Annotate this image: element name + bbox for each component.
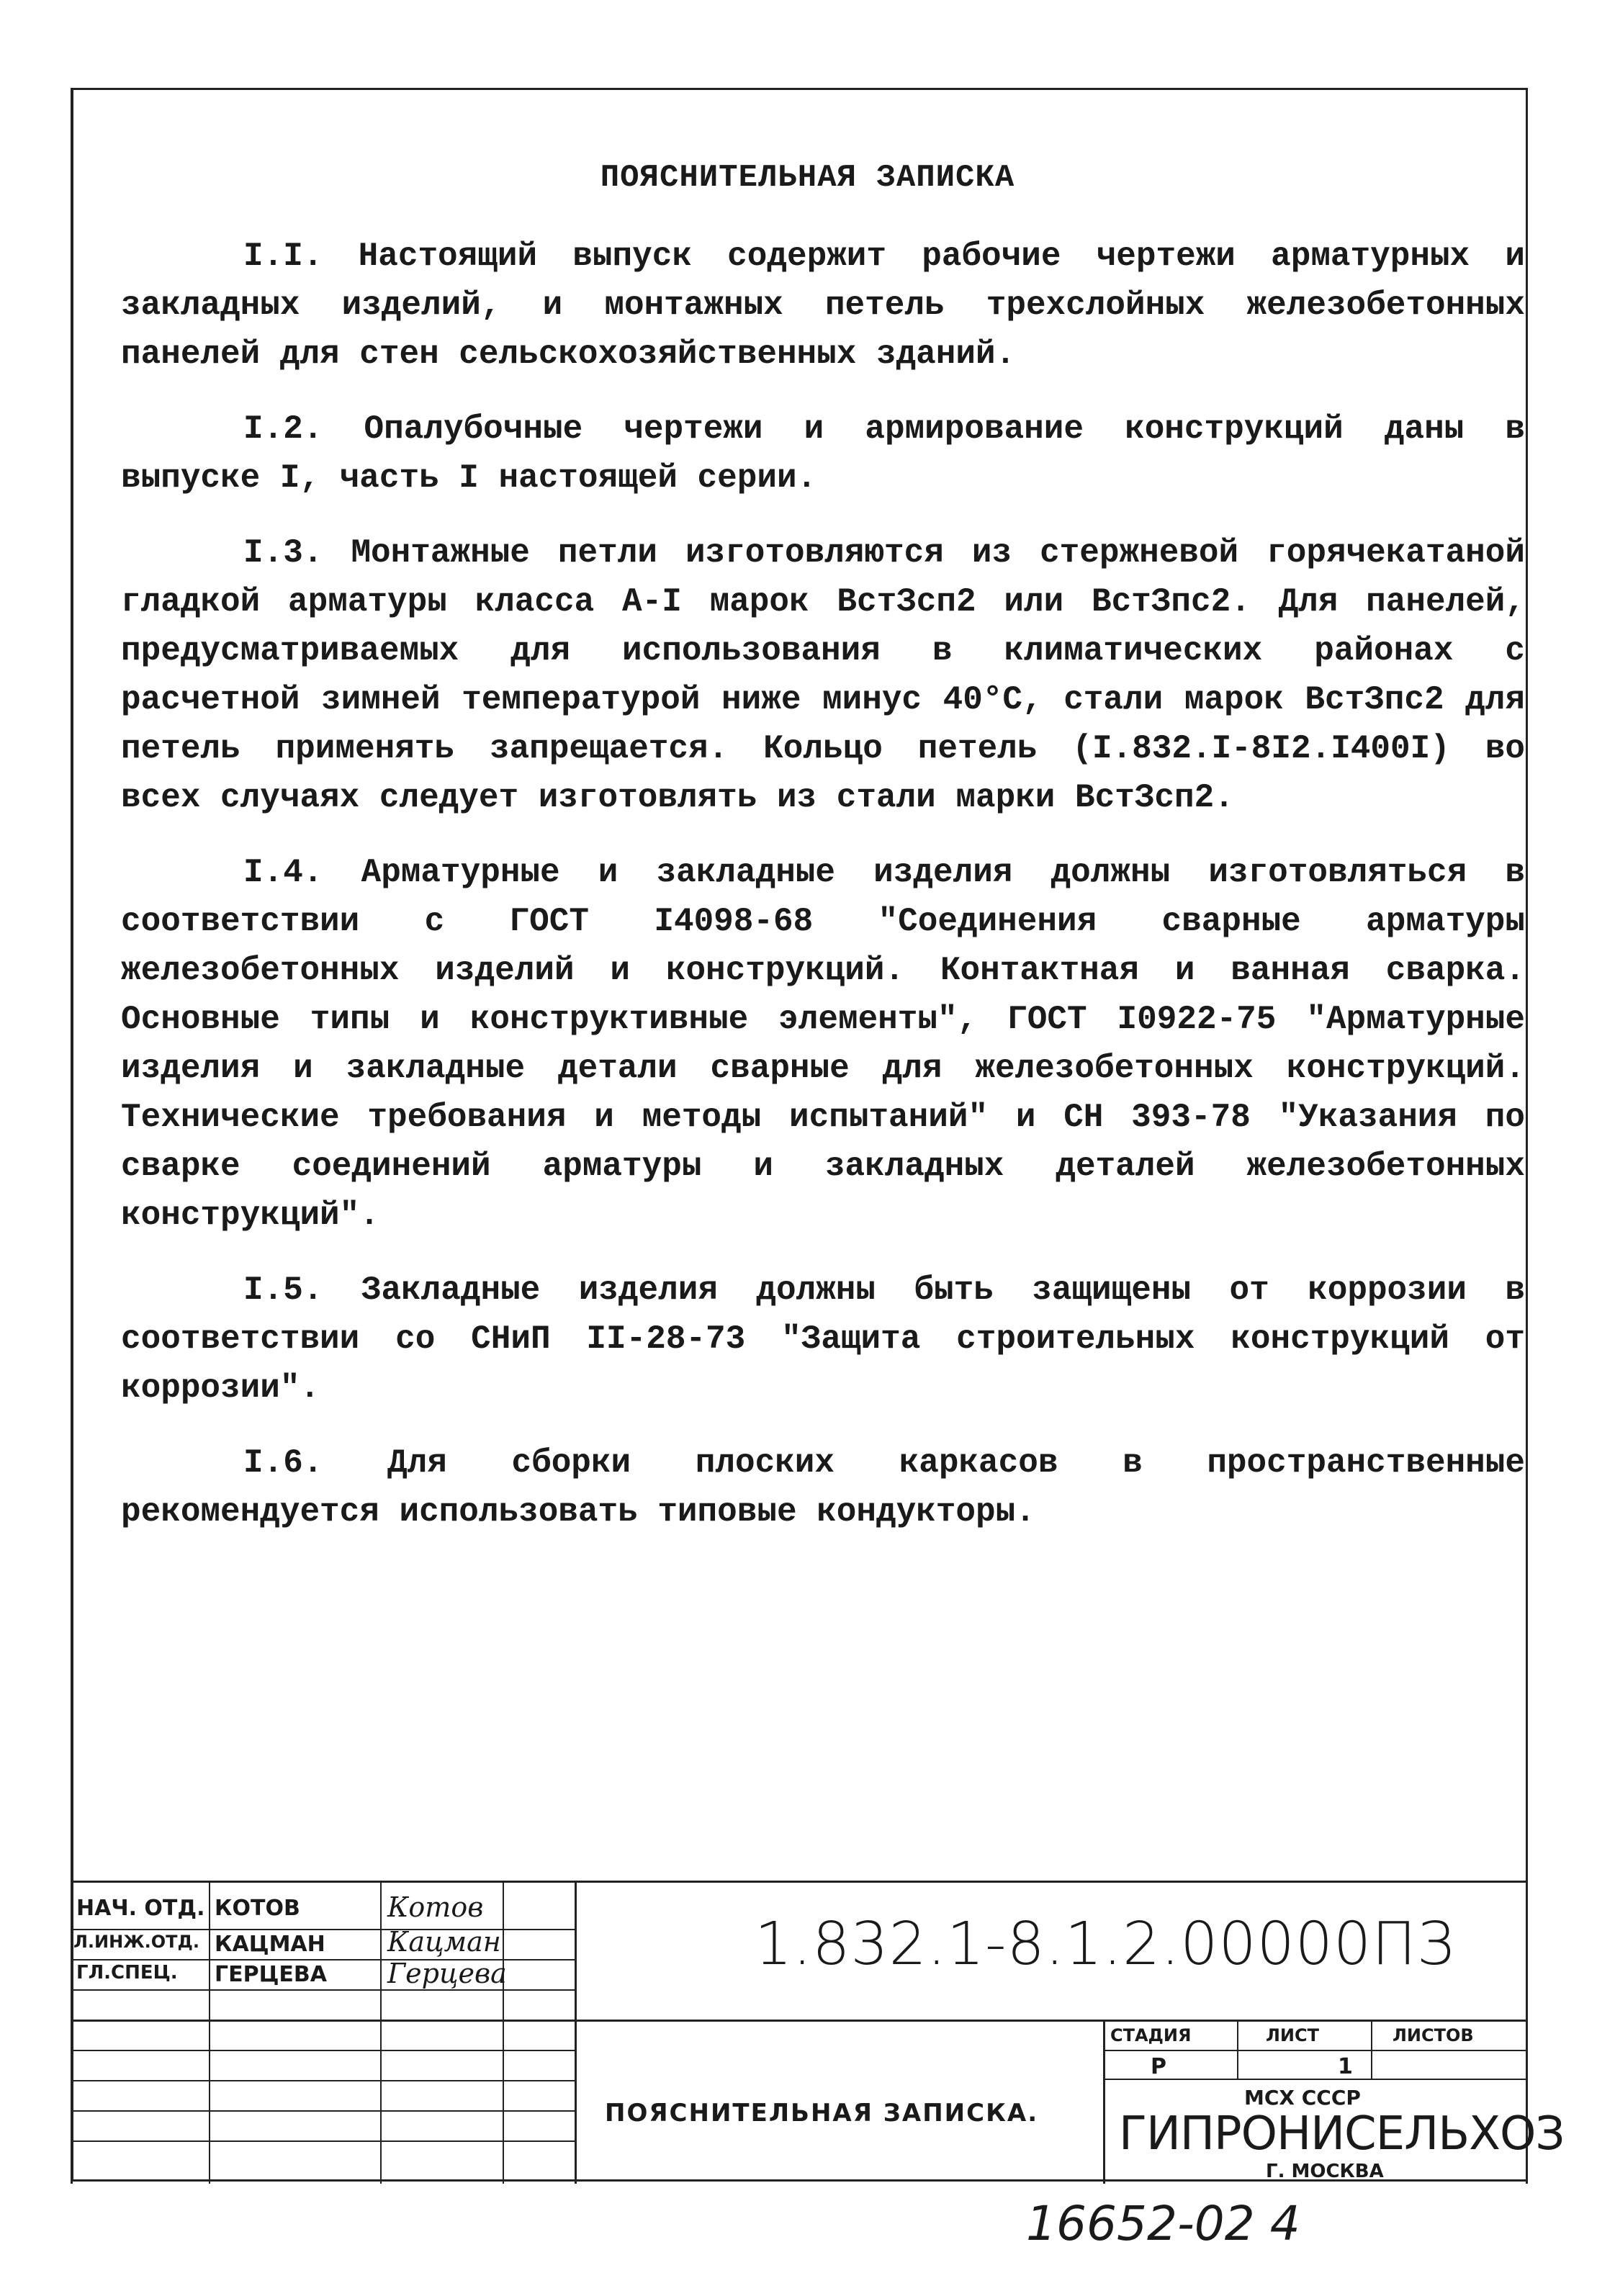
- name-3: ГЕРЦЕВА: [215, 1962, 328, 1987]
- name-2: КАЦМАН: [215, 1932, 325, 1957]
- grid-line: [1103, 2079, 1528, 2080]
- grid-line: [71, 1989, 575, 1991]
- grid-line: [1237, 2020, 1238, 2080]
- signature-3: Герцева: [387, 1958, 507, 1989]
- paragraph-1-4: I.4. Арматурные и закладные изделия должны изготовляться в соответствии с ГОСТ I4098-68 "Соединения сварные арматуры железобетонных изделий и конструкций. Контактная и ванная сварка. Основные типы и конструктивные элементы", ГОСТ I0922-75 "Арматурные изделия и закладные детали сварные для железобетонных конструкций. Технические требования и методы испытаний" и СН 393-78 "Указания по сварке соединений арматуры и закладных деталей железобетонных конструкций".: [121, 854, 1525, 1234]
- paragraph-1-1: I.I. Настоящий выпуск содержит рабочие чертежи арматурных и закладных изделий, и монтажных петель трехслойных железобетонных панелей для стен сельскохозяйственных зданий.: [121, 238, 1525, 373]
- org-city: Г. МОСКВА: [1266, 2161, 1384, 2182]
- page-title: ПОЯСНИТЕЛЬНАЯ ЗАПИСКА: [600, 160, 1015, 196]
- org-name: ГИПРОНИСЕЛЬХОЗ: [1119, 2107, 1565, 2161]
- grid-line: [71, 2050, 575, 2051]
- grid-line: [71, 2020, 1528, 2022]
- role-2: Л.ИНЖ.ОТД.: [73, 1932, 199, 1952]
- name-1: КОТОВ: [215, 1896, 300, 1921]
- sheet-title: ПОЯСНИТЕЛЬНАЯ ЗАПИСКА.: [605, 2099, 1039, 2128]
- grid-line: [380, 1883, 382, 2184]
- body-text: [121, 232, 1525, 1562]
- signature-1: Котов: [387, 1891, 484, 1923]
- document-code: 1.832.1-8.1.2.00000ПЗ: [755, 1910, 1455, 1978]
- grid-line: [71, 2110, 575, 2112]
- grid-line: [1103, 2020, 1105, 2184]
- sheet-label: ЛИСТ: [1266, 2025, 1320, 2045]
- grid-line: [71, 2140, 575, 2142]
- archive-number: 16652-02 4: [1026, 2196, 1300, 2251]
- grid-line: [1103, 2050, 1528, 2051]
- grid-line: [71, 1883, 73, 2184]
- role-1: НАЧ. ОТД.: [76, 1896, 205, 1921]
- title-block: [71, 1881, 1565, 2182]
- org-top: МСХ СССР: [1244, 2086, 1361, 2110]
- sheets-label: ЛИСТОВ: [1393, 2025, 1474, 2045]
- sheet-value: 1: [1338, 2054, 1353, 2079]
- grid-line: [575, 1883, 577, 2184]
- stage-label: СТАДИЯ: [1110, 2025, 1192, 2045]
- grid-line: [503, 1883, 504, 2184]
- grid-line: [1371, 2020, 1372, 2080]
- paragraph-1-2: I.2. Опалубочные чертежи и армирование конструкций даны в выпуске I, часть I настоящей серии.: [121, 410, 1525, 497]
- grid-line: [209, 1883, 210, 2184]
- stage-value: Р: [1151, 2054, 1166, 2079]
- paragraph-1-6: I.6. Для сборки плоских каркасов в пространственные рекомендуется использовать типовые кондукторы.: [121, 1444, 1525, 1531]
- paragraph-1-3: I.3. Монтажные петли изготовляются из стержневой горячекатаной гладкой арматуры класса А-I марок ВстЗсп2 или ВстЗпс2. Для панелей, предусматриваемых для использования в климатических районах с расчетной зимней температурой ниже минус 40°С, стали марок ВстЗпс2 для петель применять запрещается. Кольцо петель (I.832.I-8I2.I400I) во всех случаях следует изготовлять из стали марки ВстЗсп2.: [121, 534, 1525, 816]
- signature-2: Кацман: [387, 1926, 501, 1958]
- paragraph-1-5: I.5. Закладные изделия должны быть защищены от коррозии в соответствии со СНиП II-28-73 "Защита строительных конструкций от коррозии".: [121, 1271, 1525, 1407]
- role-3: ГЛ.СПЕЦ.: [76, 1962, 178, 1984]
- grid-line: [71, 2080, 575, 2081]
